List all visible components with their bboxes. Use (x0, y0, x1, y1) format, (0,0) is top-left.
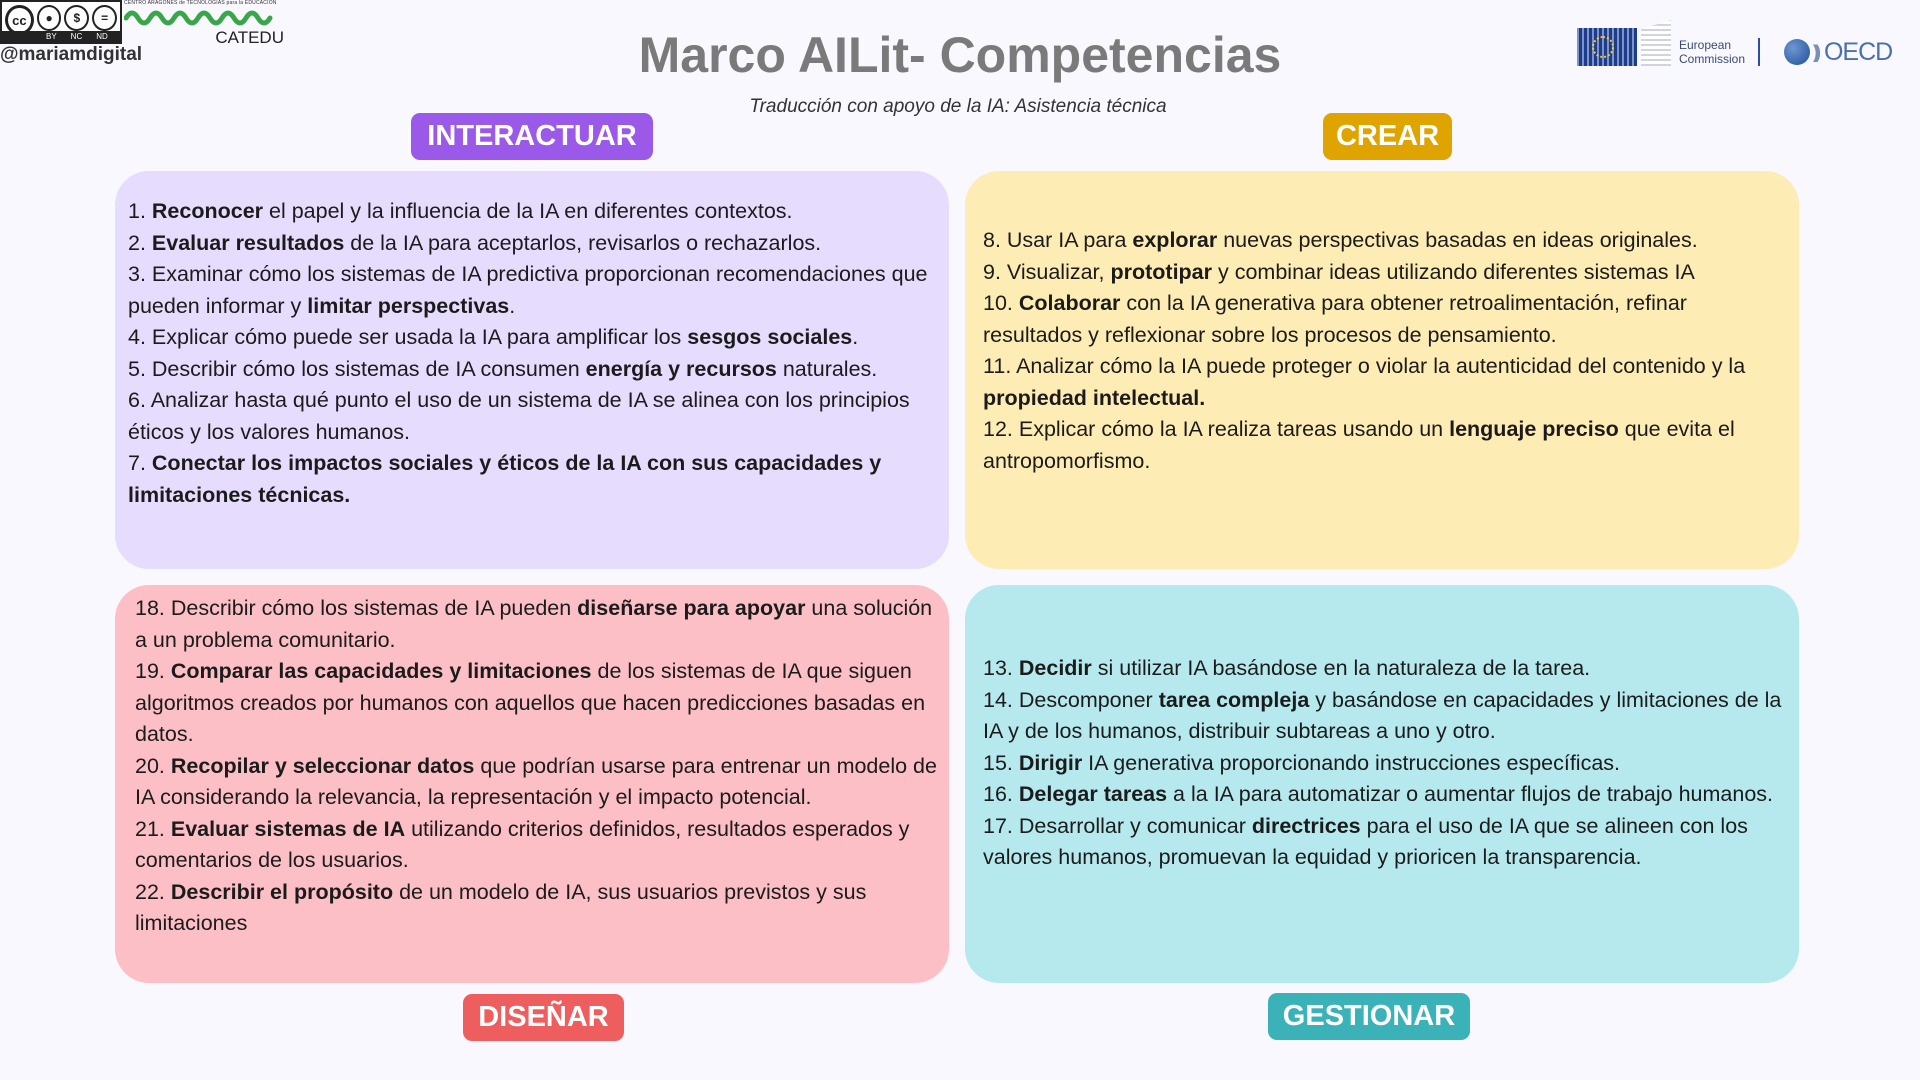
competency-item (983, 225, 1791, 257)
competency-keyword: Colaborar (1018, 291, 1121, 315)
competency-number: 14. (983, 687, 1019, 712)
competency-number: 17. (983, 813, 1019, 838)
attribution-icon: ● (37, 5, 62, 31)
competency-text: Describir cómo los sistemas de IA consumen (151, 356, 586, 381)
competency-text: utilizando criterios definidos, resultados esperados y comentarios de los usuarios. (135, 816, 910, 872)
competency-item (135, 814, 941, 877)
competency-keyword: explorar (1132, 228, 1218, 252)
logo-divider (1758, 38, 1760, 66)
competency-keyword: Recopilar y seleccionar datos (170, 753, 475, 778)
competency-text: Examinar cómo los sistemas de IA predictiva proporcionan recomendaciones que pueden informar y (128, 262, 928, 318)
competency-item (983, 748, 1791, 780)
competency-item (983, 779, 1791, 811)
noderivatives-icon: = (92, 5, 117, 31)
catedu-caption: CENTRO ARAGONÉS de TECNOLOGÍAS para la EDUCACIÓN (124, 0, 277, 6)
competency-number: 4. (128, 325, 152, 349)
competency-text: Usar IA para (1006, 228, 1133, 252)
competency-number: 9. (983, 259, 1007, 284)
competency-box-gestionar (965, 585, 1799, 983)
competency-item (128, 322, 937, 354)
competency-text: para el uso de IA que se alineen con los valores humanos, promuevan la equidad y prioricen la transparencia. (983, 813, 1748, 869)
competency-text: una solución a un problema comunitario. (135, 596, 933, 652)
competency-box-crear (965, 171, 1799, 569)
competency-number: 7. (128, 451, 152, 475)
partner-logos (1577, 18, 1893, 68)
oecd-globe-icon (1784, 39, 1810, 65)
competency-box-interactuar (115, 171, 949, 569)
competency-keyword: Evaluar resultados (151, 230, 345, 255)
competency-text: Analizar cómo la IA puede proteger o violar la autenticidad del contenido y la (1016, 354, 1746, 378)
competency-text: . (852, 325, 859, 349)
competency-number: 12. (983, 417, 1019, 441)
competency-text: nuevas perspectivas basadas en ideas originales. (1217, 228, 1698, 252)
competency-text: . (509, 293, 516, 318)
competency-number: 11. (983, 354, 1017, 378)
competency-box-disenar (115, 585, 949, 983)
competency-number: 22. (135, 879, 171, 904)
license-tag: ND (96, 32, 108, 41)
competency-text: IA generativa proporcionando instrucciones específicas. (1082, 750, 1621, 775)
competency-item (983, 288, 1791, 351)
competency-text: con la IA generativa para obtener retroalimentación, refinar resultados y reflexionar sobre los procesos de pensamiento. (983, 291, 1687, 347)
competency-item (135, 656, 941, 751)
competency-number: 8. (983, 228, 1007, 252)
competency-item (135, 877, 941, 940)
section-label-disenar: DISEÑAR (463, 994, 624, 1041)
oecd-chevrons-icon: ))) (1813, 41, 1816, 62)
license-tag: BY (46, 32, 57, 41)
competency-item (983, 257, 1791, 289)
competency-keyword: lenguaje preciso (1449, 417, 1619, 441)
competency-number: 18. (135, 596, 171, 620)
competency-text: de la IA para aceptarlos, revisarlos o rechazarlos. (344, 230, 822, 255)
section-label-crear: CREAR (1323, 113, 1452, 160)
section-label-gestionar: GESTIONAR (1268, 993, 1470, 1040)
competency-keyword: propiedad intelectual. (983, 385, 1206, 410)
competency-item (983, 414, 1791, 477)
license-tag: NC (70, 32, 83, 41)
competency-number: 1. (128, 199, 152, 223)
section-label-interactuar: INTERACTUAR (411, 113, 653, 160)
competency-item (135, 751, 941, 814)
competency-item (128, 385, 937, 448)
competency-keyword: directrices (1251, 813, 1361, 838)
competency-text: de los sistemas de IA que siguen algoritmos creados por humanos con aquellos que hacen predicciones basadas en datos. (135, 659, 926, 746)
competency-text: Visualizar, (1006, 259, 1111, 284)
competency-number: 19. (135, 659, 171, 683)
competency-keyword: Comparar las capacidades y limitaciones (170, 659, 592, 683)
competency-text: Analizar hasta qué punto el uso de un sistema de IA se alinea con los principios éticos y los valores humanos. (128, 388, 910, 444)
competency-text: que evita el antropomorfismo. (983, 417, 1735, 473)
competency-item (983, 653, 1791, 685)
competency-text: naturales. (776, 356, 878, 381)
competency-text: que podrían usarse para entrenar un modelo de IA considerando la relevancia, la representación y el impacto potencial. (135, 753, 937, 809)
competency-number: 21. (135, 816, 171, 841)
competency-keyword: diseñarse para apoyar (577, 596, 806, 620)
competency-item (128, 196, 937, 228)
competency-item (128, 259, 937, 322)
competency-number: 16. (983, 782, 1019, 806)
page-title: Marco AILit- Competencias (638, 27, 1282, 83)
competency-keyword: prototipar (1110, 259, 1213, 284)
competency-text: y basándose en capacidades y limitaciones de la IA y de los humanos, distribuir subtareas a uno y otro. (983, 687, 1782, 743)
competency-text: si utilizar IA basándose en la naturaleza de la tarea. (1091, 656, 1591, 680)
competency-keyword: Describir el propósito (170, 879, 394, 904)
competency-keyword: sesgos sociales (687, 325, 853, 349)
oecd-label: OECD (1823, 37, 1893, 66)
competency-number: 13. (983, 656, 1019, 680)
competency-keyword: Reconocer (151, 199, 264, 223)
author-handle: @mariamdigital (0, 44, 143, 65)
competency-text: el papel y la influencia de la IA en diferentes contextos. (263, 199, 793, 223)
commission-building-icon (1641, 20, 1671, 66)
competency-text: a la IA para automatizar o aumentar flujos de trabajo humanos. (1167, 782, 1774, 806)
competency-number: 6. (128, 388, 151, 412)
catedu-name: CATEDU (215, 28, 284, 47)
competency-keyword: limitar perspectivas (307, 293, 510, 318)
competency-keyword: tarea compleja (1158, 687, 1310, 712)
competency-number: 5. (128, 356, 152, 381)
competency-keyword: Delegar tareas (1018, 782, 1168, 806)
competency-number: 20. (135, 753, 171, 778)
creative-commons-icon: cc (5, 5, 34, 35)
competency-number: 2. (128, 230, 152, 255)
competency-text: y combinar ideas utilizando diferentes sistemas IA (1212, 259, 1695, 284)
competency-item (128, 228, 937, 260)
competency-text: Explicar cómo la IA realiza tareas usando un (1018, 417, 1450, 441)
competency-item (983, 351, 1791, 414)
noncommercial-icon: $ (64, 5, 89, 31)
competency-text: de un modelo de IA, sus usuarios previstos y sus limitaciones (135, 879, 867, 935)
competency-item (135, 593, 941, 656)
competency-item (983, 685, 1791, 748)
eu-stars-icon (1592, 36, 1614, 58)
competency-number: 15. (983, 750, 1019, 775)
competency-item (983, 811, 1791, 874)
competency-item (128, 354, 937, 386)
competency-keyword: Conectar los impactos sociales y éticos de la IA con sus capacidades y limitaciones técnicas. (128, 451, 882, 507)
european-commission-label: European Commission (1679, 38, 1746, 66)
competency-number: 10. (983, 291, 1019, 315)
competency-keyword: Evaluar sistemas de IA (170, 816, 406, 841)
oecd-logo (1784, 38, 1892, 66)
competency-keyword: energía y recursos (585, 356, 777, 381)
competency-number: 3. (128, 262, 152, 286)
competency-keyword: Decidir (1018, 656, 1092, 680)
competency-text: Describir cómo los sistemas de IA pueden (170, 596, 578, 620)
competency-text: Desarrollar y comunicar (1018, 813, 1252, 838)
competency-text: Explicar cómo puede ser usada la IA para amplificar los (151, 325, 688, 349)
competency-text: Descomponer (1018, 687, 1159, 712)
competency-item (128, 448, 937, 511)
page-subtitle: Traducción con apoyo de la IA: Asistencia técnica (749, 96, 1167, 117)
competency-keyword: Dirigir (1018, 750, 1083, 775)
